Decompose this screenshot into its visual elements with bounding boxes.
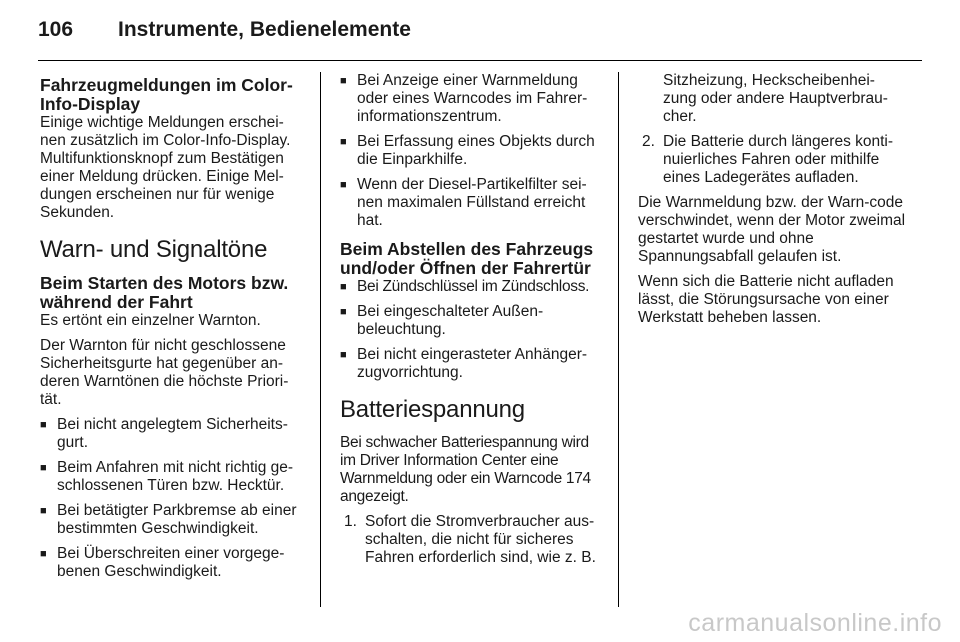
column-divider-2 — [618, 72, 619, 607]
list-item: ■ Wenn der Diesel-Partikelfilter sei-nen maximalen Füllstand erreicht hat. — [340, 176, 605, 230]
column-2 — [340, 72, 605, 574]
heading-parking-door: Beim Abstellen des Fahrzeugs und/oder Öffnen der Fahrertür — [340, 239, 594, 278]
list-item: ■ Bei Zündschlüssel im Zündschloss. — [340, 278, 605, 296]
steps-battery — [340, 513, 605, 567]
header-rule — [38, 60, 922, 61]
step-item — [340, 513, 605, 567]
paragraph-vehicle-messages: Einige wichtige Meldungen erschei-nen zusätzlich im Color-Info-Display. Multifunktionsknopf zum Bestätigen einer Meldung drücken. Einige Mel-dungen erscheinen nur für wenige Sekunden. — [40, 114, 291, 221]
list-item: ■ Bei eingeschalteter Außen-beleuchtung. — [340, 303, 605, 339]
steps-battery-continued — [638, 133, 906, 187]
list-item: ■ Bei Anzeige einer Warnmeldung oder eines Warncodes im Fahrer-informationszentrum. — [340, 72, 605, 126]
list-item: ■ Bei nicht eingerasteter Anhänger-zugvorrichtung. — [340, 346, 605, 382]
list-item: ■ Beim Anfahren mit nicht richtig ge-schlossenen Türen bzw. Hecktür. — [40, 459, 305, 495]
page-header — [38, 18, 922, 48]
paragraph-seatbelt-priority: Der Warnton für nicht geschlossene Sicherheitsgurte hat gegenüber an-deren Warntönen die höchste Priori-tät. — [40, 337, 289, 408]
heading-vehicle-messages: Fahrzeugmeldungen im Color-Info-Display — [40, 75, 293, 114]
column-divider-1 — [320, 72, 321, 607]
paragraph-battery-warning: Bei schwacher Batteriespannung wird im Driver Information Center eine Warnmeldung oder ein Warncode 174 angezeigt. — [340, 434, 591, 505]
list-driving-chimes — [40, 416, 305, 581]
list-item: ■ Bei Erfassung eines Objekts durch die Einparkhilfe. — [340, 133, 605, 169]
list-parking-chimes — [340, 278, 605, 382]
heading-starting-driving: Beim Starten des Motors bzw. während der Fahrt — [40, 273, 289, 312]
column-3 — [638, 72, 906, 334]
heading-battery-voltage: Batteriespannung — [340, 396, 525, 423]
step-text: Sofort die Stromverbraucher aus-schalten, die nicht für sicheres Fahren erforderlich sind, wie z. B. — [365, 513, 596, 566]
list-item: ■ Bei nicht angelegtem Sicherheits-gurt. — [40, 416, 305, 452]
watermark: carmanualsonline.info — [688, 609, 942, 637]
step-1-continuation: Sitzheizung, Heckscheibenhei-zung oder andere Hauptverbrau-cher. — [663, 72, 888, 125]
step-text: Die Batterie durch längeres konti-nuierliches Fahren oder mithilfe eines Ladegerätes aufladen. — [663, 133, 894, 186]
list-item: ■ Bei Überschreiten einer vorgege-benen Geschwindigkeit. — [40, 545, 305, 581]
list-driving-chimes-continued — [340, 72, 605, 230]
paragraph-workshop: Wenn sich die Batterie nicht aufladen lässt, die Störungsursache von einer Werkstatt beheben lassen. — [638, 273, 894, 326]
list-item: ■ Bei betätigter Parkbremse ab einer bestimmten Geschwindigkeit. — [40, 502, 305, 538]
step-item — [638, 133, 906, 187]
paragraph-warning-disappears: Die Warnmeldung bzw. der Warn-code verschwindet, wenn der Motor zweimal gestartet wurde und ohne Spannungsabfall gelaufen ist. — [638, 194, 906, 265]
paragraph-single-chime: Es ertönt ein einzelner Warnton. — [40, 312, 261, 329]
step-number: 2. — [642, 133, 655, 150]
section-title: Instrumente, Bedienelemente — [118, 18, 411, 41]
column-1 — [40, 72, 305, 588]
page-number: 106 — [38, 18, 74, 41]
heading-warning-chimes: Warn- und Signaltöne — [40, 236, 268, 263]
step-number: 1. — [344, 513, 357, 530]
